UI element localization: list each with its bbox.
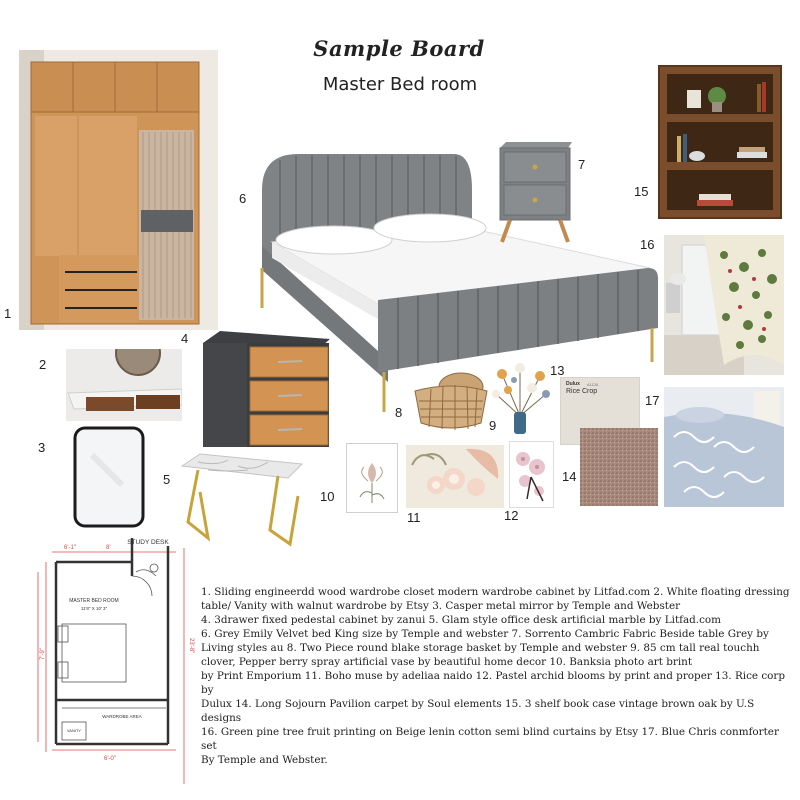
description-line: Dulux 14. Long Sojourn Pavilion carpet by Soul elements 15. 3 shelf book case vintage brown oak by U.S designs <box>201 698 755 724</box>
plan-room-label: MASTER BED ROOM <box>69 598 119 604</box>
plan-wardrobe-label: WARDROBE AREA <box>102 714 142 719</box>
boho-muse-print-icon <box>406 445 504 508</box>
description-line: 4. 3drawer fixed pedestal cabinet by zanui 5. Glam style office desk artificial marble by Litfad.com <box>201 614 722 626</box>
floor-plan-drawing <box>36 532 196 794</box>
item-number-8: 8 <box>395 405 403 420</box>
description-line: 6. Grey Emily Velvet bed King size by Temple and webster 7. Sorrento Cambric Fabric Beside table Grey by <box>201 628 769 640</box>
item-number-11: 11 <box>407 510 421 525</box>
floating-dressing-table-icon <box>66 349 182 421</box>
bookcase-icon <box>657 64 784 222</box>
item-number-9: 9 <box>489 418 497 433</box>
plan-dim-left: 7'-9" <box>40 648 46 660</box>
item-number-12: 12 <box>504 508 519 523</box>
office-desk-icon <box>178 452 303 548</box>
plan-dim-right: 23'-8" <box>188 638 194 654</box>
description-line: table/ Vanity with walnut wardrobe by Etsy 3. Casper metal mirror by Temple and Webster <box>201 600 681 612</box>
item-number-4: 4 <box>181 331 189 346</box>
description-line: 16. Green pine tree fruit printing on Beige lenin cotton semi blind curtains by Etsy 17. Blue Chris conmforter set <box>201 726 779 752</box>
item-number-6: 6 <box>239 191 247 206</box>
paint-name: Rice Crop <box>566 388 598 395</box>
item-number-14: 14 <box>562 469 577 484</box>
plan-dim-bottom: 6'-0" <box>104 756 116 762</box>
wardrobe-icon <box>19 50 218 330</box>
item-number-10: 10 <box>320 489 335 504</box>
plan-dim-top-right: 8' <box>106 545 111 551</box>
item-number-1: 1 <box>4 306 12 321</box>
storage-basket-icon <box>411 365 491 435</box>
description-line: By Temple and Webster. <box>201 754 328 766</box>
plan-room-dims: 11'8" X 10' 3" <box>80 606 108 611</box>
bedside-table-icon <box>494 140 576 244</box>
description-line: clover, Pepper berry spray artificial vase by beautiful home decor 10. Banksia photo art brint <box>201 656 693 668</box>
comforter-icon <box>664 387 784 507</box>
board-title: Sample Board <box>313 36 485 61</box>
description-line: Living styles au 8. Two Piece round blake storage basket by Temple and webster 9. 85 cm tall real touchh <box>201 642 760 654</box>
plan-dim-top-left: 6'-1" <box>64 545 76 551</box>
item-number-15: 15 <box>634 184 649 199</box>
item-number-13: 13 <box>550 363 565 378</box>
item-number-2: 2 <box>39 357 47 372</box>
item-descriptions <box>201 585 793 767</box>
description-line: 1. Sliding engineerdd wood wardrobe closet modern wardrobe cabinet by Litfad.com 2. White floating dressing <box>201 586 790 598</box>
item-number-17: 17 <box>645 393 660 408</box>
curtains-icon <box>664 235 784 375</box>
artificial-vase-icon <box>488 360 554 436</box>
paint-brand: Dulux <box>566 381 580 387</box>
banksia-art-print-icon <box>346 443 398 513</box>
board-subtitle: Master Bed room <box>322 74 478 95</box>
paint-code: A1126 <box>587 382 599 387</box>
item-number-5: 5 <box>163 472 171 487</box>
description-line: by Print Emporium 11. Boho muse by adeliaa naido 12. Pastel archid blooms by print and proper 13. Rice corp by <box>201 670 786 696</box>
mirror-icon <box>72 425 146 529</box>
plan-study-label: STUDY DESK <box>127 539 169 546</box>
item-number-7: 7 <box>578 157 586 172</box>
plan-vanity-label: VANITY <box>66 728 82 733</box>
carpet-swatch-icon <box>580 428 658 506</box>
item-number-3: 3 <box>38 440 46 455</box>
item-number-16: 16 <box>640 237 655 252</box>
orchid-blooms-print-icon <box>509 441 554 508</box>
